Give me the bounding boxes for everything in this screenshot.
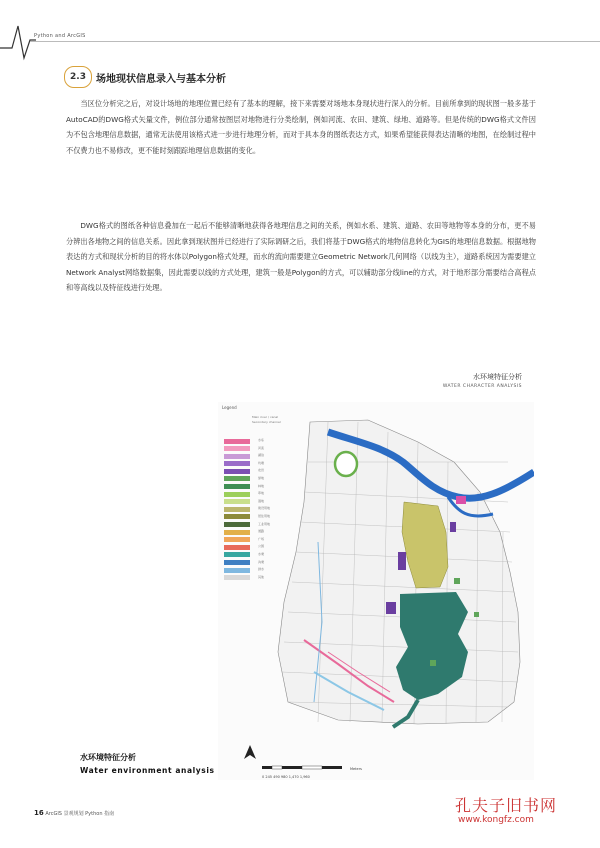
legend-swatch: [224, 439, 250, 444]
legend-label: 坑塘: [258, 460, 265, 465]
legend-swatch: [224, 476, 250, 481]
legend-swatch: [224, 461, 250, 466]
legend-row: [224, 566, 306, 574]
legend-label: 湖泊: [258, 453, 265, 458]
legend-row: [224, 551, 306, 559]
legend-row: [224, 498, 306, 506]
legend-row: [224, 490, 306, 498]
legend-row: [224, 483, 306, 491]
legend-swatch: [224, 499, 250, 504]
legend-swatch: [224, 446, 250, 451]
legend-row: [224, 559, 306, 567]
legend-label: 沟渠: [258, 559, 265, 564]
header-text: Python and ArcGIS: [34, 33, 86, 39]
north-arrow-icon: [244, 745, 256, 759]
page-number: 16: [34, 809, 44, 817]
legend-label: 工业用地: [258, 521, 271, 526]
scale-labels: 0 245 490 980 1,470 1,960: [262, 775, 310, 779]
paragraph-2: DWG格式的图纸各种信息叠加在一起后不能够清晰地获得各地理信息之间的关系，例如水系、建筑、道路、农田等地物等本身的分布，更不易分辨出各地物之间的信息关系。因此拿到现状图并已经进行了实际调研之后，我们将基于DWG格式的地物信息转化为GIS的地理信息数据。根据地物表达的方式和现状分析的目的将水体以Polygon格式处理，而水的流向需要建立Geometric Network几何网络（以线为主），道路系统因为需要建立Network Analyst网络数据集，因此需要以线的方式处理，建筑一般是Polygon的方式，可以辅助部分线line的方式，对于地形部分需要结合高程点和等高线以及特征线进行处理。: [66, 221, 536, 293]
legend-note-1: Main river / canal: [252, 415, 279, 419]
section-number: 2.3: [64, 66, 92, 88]
legend-label: 湿地: [258, 498, 265, 503]
legend-swatch: [224, 469, 250, 474]
legend-row: [224, 452, 306, 460]
legend-row: [224, 543, 306, 551]
legend-label: 排水: [258, 567, 265, 572]
header-rule: [30, 41, 600, 42]
legend-swatch: [224, 507, 250, 512]
legend-row: [224, 513, 306, 521]
legend-swatch: [224, 560, 250, 565]
legend-swatch: [224, 575, 250, 580]
legend-label: 农田: [258, 468, 265, 473]
legend-label: 水系: [258, 438, 265, 442]
legend-row: [224, 460, 306, 468]
legend-row: [224, 445, 306, 453]
legend-label: 水渠: [258, 551, 265, 556]
legend-row: [224, 528, 306, 536]
scale-unit: Meters: [350, 767, 362, 771]
page-footer: [34, 809, 114, 817]
legend-items: [224, 437, 306, 581]
legend-row: [224, 467, 306, 475]
legend-swatch: [224, 537, 250, 542]
legend-label: 林地: [258, 483, 265, 488]
legend-swatch: [224, 552, 250, 557]
legend-note: [252, 415, 281, 425]
watermark-cn: 孔夫子旧书网: [455, 796, 558, 815]
footer-text: ArcGIS 景观规划 Python 指南: [45, 811, 115, 817]
legend-title: Legend: [222, 405, 237, 410]
legend-swatch: [224, 530, 250, 535]
legend-swatch: [224, 454, 250, 459]
caption-en: Water environment analysis: [80, 766, 215, 775]
legend-row: [224, 574, 306, 582]
legend-row: [224, 475, 306, 483]
legend-swatch: [224, 568, 250, 573]
legend-label: 绿地: [258, 475, 265, 480]
legend-row: [224, 536, 306, 544]
legend-label: 道路: [258, 529, 265, 534]
legend-swatch: [224, 492, 250, 497]
legend-label: 居住用地: [258, 513, 271, 518]
watermark-url: www.kongfz.com: [458, 815, 534, 825]
caption-cn: 水环境特征分析: [80, 753, 136, 762]
legend-row: [224, 505, 306, 513]
legend-row: [224, 437, 306, 445]
legend-swatch: [224, 545, 250, 550]
legend-label: 河流: [258, 445, 265, 450]
figure-title-cn: 水环境特征分析: [473, 373, 522, 381]
legend-label: 其他: [258, 574, 265, 579]
map-legend: [222, 405, 308, 615]
legend-swatch: [224, 514, 250, 519]
scale-bar: [242, 762, 342, 776]
section-title: 场地现状信息录入与基本分析: [96, 74, 226, 85]
legend-note-2: Secondary channel: [252, 420, 281, 424]
legend-label: 公园: [258, 544, 265, 549]
legend-label: 建设用地: [258, 506, 271, 511]
legend-row: [224, 521, 306, 529]
figure-title-en: WATER CHARACTER ANALYSIS: [442, 384, 522, 389]
legend-label: 广场: [258, 536, 265, 541]
legend-swatch: [224, 484, 250, 489]
legend-label: 草地: [258, 491, 265, 496]
legend-swatch: [224, 522, 250, 527]
paragraph-1: 当区位分析完之后，对设计场地的地理位置已经有了基本的理解，接下来需要对场地本身现状进行深入的分析。目前所拿到的现状图一般多基于AutoCAD的DWG格式矢量文件，例位部分通常按图层对地物进行分类绘制，例如河流、农田、建筑、绿地、道路等。但是传统的DWG格式文件因为不包含地理信息数据，通常无法使用该格式进一步进行地理分析，而对于具本身的图纸表达方式，如果希望能获得表达清晰的地图，在绘制过程中不仅费力也不易修改，更不能时刻跟踪地理信息数据的变化。: [66, 99, 536, 155]
